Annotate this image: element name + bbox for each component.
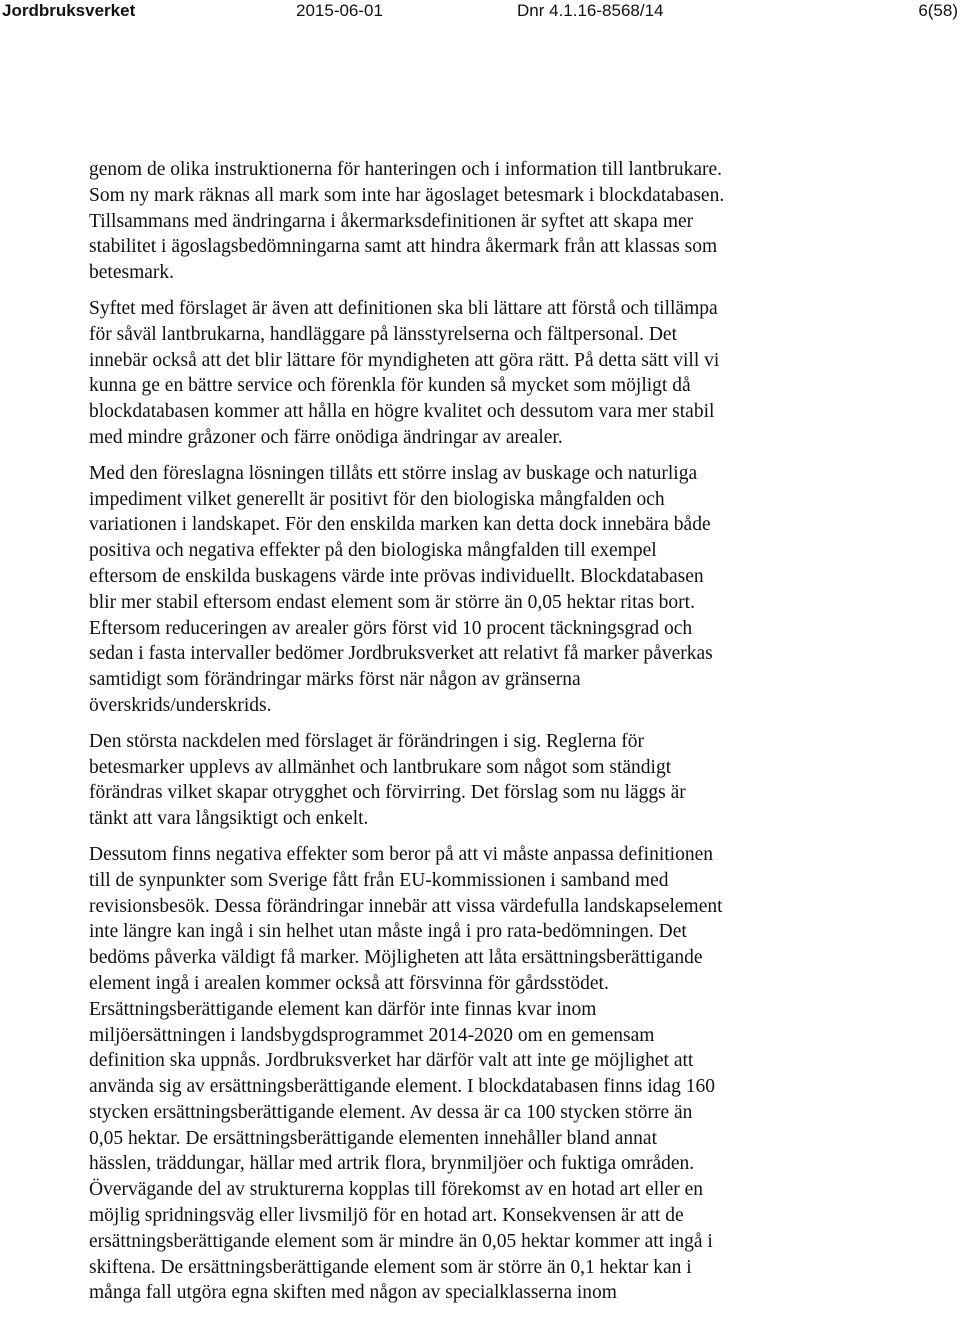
text-line: element ingå i arealen kommer också att försvinna för gårdsstödet. bbox=[89, 972, 609, 994]
text-line: betesmarker upplevs av allmänhet och lantbrukare som något som ständigt bbox=[89, 756, 672, 778]
text-line: Eftersom reduceringen av arealer görs först vid 10 procent täckningsgrad och bbox=[89, 617, 693, 639]
text-line: positiva och negativa effekter på den biologiska mångfalden till exempel bbox=[89, 540, 657, 562]
text-line: miljöersättningen i landsbygdsprogrammet 2014-2020 om en gemensam bbox=[89, 1024, 655, 1046]
text-line: hässlen, träddungar, hällar med artrik flora, brynmiljöer och fuktiga områden. bbox=[89, 1153, 695, 1175]
page-header bbox=[0, 0, 960, 24]
text-line: bedöms påverka väldigt få marker. Möjligheten att låta ersättningsberättigande bbox=[89, 947, 703, 969]
text-line: stabilitet i ägoslagsbedömningarna samt att hindra åkermark från att klassas som bbox=[89, 236, 718, 258]
text-line: sedan i fasta intervaller bedömer Jordbruksverket att relativt få marker påverkas bbox=[89, 643, 713, 665]
text-line: överskrids/underskrids. bbox=[89, 694, 272, 716]
text-line: definition ska uppnås. Jordbruksverket har därför valt att inte ge möjlighet att bbox=[89, 1050, 694, 1072]
document-date: 2015-06-01 bbox=[296, 1, 383, 20]
text-line: många fall utgöra egna skiften med någon av specialklasserna inom bbox=[89, 1282, 617, 1304]
text-line: till de synpunkter som Sverige fått från EU-kommissionen i samband med bbox=[89, 869, 669, 891]
paragraph bbox=[89, 461, 829, 719]
text-line: 0,05 hektar. De ersättningsberättigande elementen innehåller bland annat bbox=[89, 1127, 657, 1149]
text-line: genom de olika instruktionerna för hanteringen och i information till lantbrukare. bbox=[89, 159, 723, 180]
text-line: blir mer stabil eftersom endast element som är större än 0,05 hektar ritas bort. bbox=[89, 591, 695, 613]
document-number: Dnr 4.1.16-8568/14 bbox=[517, 1, 664, 20]
paragraph bbox=[89, 842, 829, 1306]
text-line: Tillsammans med ändringarna i åkermarksdefinitionen är syftet att skapa mer bbox=[89, 210, 694, 232]
text-line: innebär också att det blir lättare för myndigheten att göra rätt. På detta sätt vill vi bbox=[89, 349, 720, 371]
text-line: Ersättningsberättigande element kan därför inte finnas kvar inom bbox=[89, 998, 597, 1020]
text-line: variationen i landskapet. För den enskilda marken kan detta dock innebära både bbox=[89, 514, 711, 536]
text-line: samtidigt som förändringar märks först när någon av gränserna bbox=[89, 669, 581, 691]
text-line: stycken ersättningsberättigande element. Av dessa är ca 100 stycken större än bbox=[89, 1101, 693, 1123]
text-line: kunna ge en bättre service och förenkla för kunden så mycket som möjligt då bbox=[89, 375, 691, 397]
page-number: 6(58) bbox=[918, 1, 958, 20]
document-body bbox=[89, 157, 829, 1316]
text-line: impediment vilket generellt är positivt för den biologiska mångfalden och bbox=[89, 488, 665, 510]
text-line: förändras vilket skapar otrygghet och förvirring. Det förslag som nu läggs är bbox=[89, 782, 686, 804]
organization-name: Jordbruksverket bbox=[2, 1, 136, 20]
text-line: betesmark. bbox=[89, 262, 175, 284]
text-line: eftersom de enskilda buskagens värde inte prövas individuellt. Blockdatabasen bbox=[89, 565, 704, 587]
text-line: för såväl lantbrukarna, handläggare på länsstyrelserna och fältpersonal. Det bbox=[89, 323, 678, 345]
text-line: med mindre gråzoner och färre onödiga ändringar av arealer. bbox=[89, 426, 563, 448]
text-line: möjlig spridningsväg eller livsmiljö för en hotad art. Konsekvensen är att de bbox=[89, 1205, 684, 1227]
text-line: skiftena. De ersättningsberättigande element som är större än 0,1 hektar kan i bbox=[89, 1256, 692, 1278]
text-line: revisionsbesök. Dessa förändringar innebär att vissa värdefulla landskapselement bbox=[89, 895, 723, 917]
text-line: Som ny mark räknas all mark som inte har ägoslaget betesmark i blockdatabasen. bbox=[89, 184, 725, 206]
text-line: Dessutom finns negativa effekter som beror på att vi måste anpassa definitionen bbox=[89, 843, 713, 865]
text-line: Syftet med förslaget är även att definitionen ska bli lättare att förstå och tillämpa bbox=[89, 297, 718, 319]
text-line: inte längre kan ingå i sin helhet utan måste ingå i pro rata-bedömningen. Det bbox=[89, 921, 687, 943]
paragraph bbox=[89, 296, 829, 451]
text-line: Med den föreslagna lösningen tillåts ett större inslag av buskage och naturliga bbox=[89, 462, 698, 484]
text-line: tänkt att vara långsiktigt och enkelt. bbox=[89, 808, 369, 830]
text-line: använda sig av ersättningsberättigande element. I blockdatabasen finns idag 160 bbox=[89, 1076, 715, 1098]
text-line: blockdatabasen kommer att hålla en högre kvalitet och dessutom vara mer stabil bbox=[89, 401, 715, 423]
paragraph bbox=[89, 157, 829, 286]
text-line: Övervägande del av strukturerna kopplas till förekomst av en hotad art eller en bbox=[89, 1179, 704, 1201]
text-line: Den största nackdelen med förslaget är förändringen i sig. Reglerna för bbox=[89, 730, 645, 752]
text-line: ersättningsberättigande element som är mindre än 0,05 hektar kommer att ingå i bbox=[89, 1230, 713, 1252]
paragraph bbox=[89, 729, 829, 832]
